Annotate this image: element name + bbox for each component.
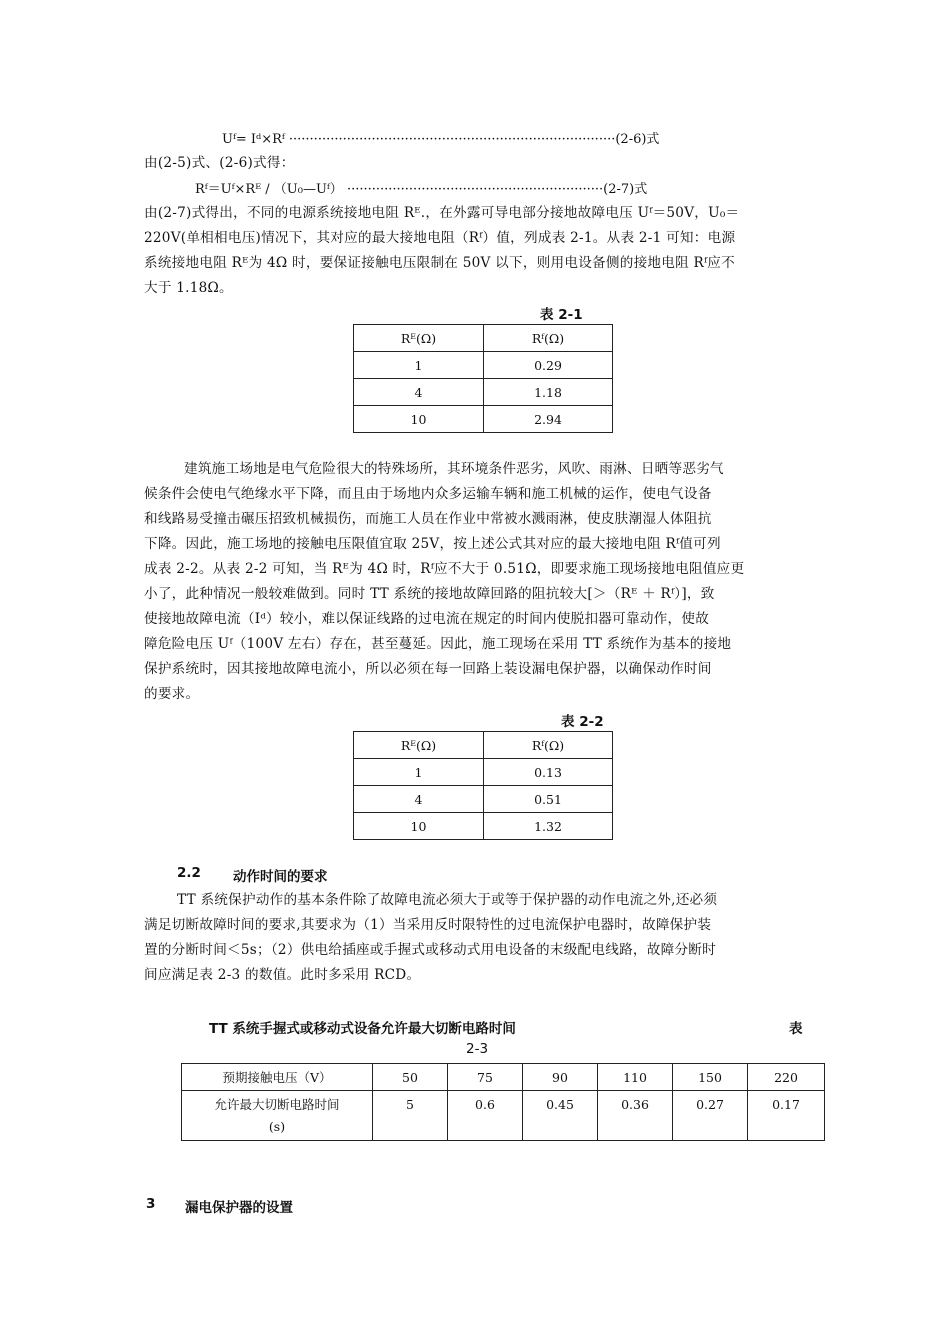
text-line: 220V(单相相电压)情况下，其对应的最大接地电阻（Rᶠ）值，列成表 2-1。从表 2-1 可知：电源	[144, 230, 736, 246]
derive-line: 由(2-5)式、(2-6)式得：	[144, 155, 295, 171]
table-cell: 110	[598, 1064, 673, 1091]
text-line: 使接地故障电流（Iᵈ）较小，难以保证线路的过电流在规定的时间内使脱扣器可靠动作，使故	[144, 611, 710, 627]
table-cell: 1.32	[484, 813, 613, 840]
text-line: 满足切断故障时间的要求,其要求为（1）当采用反时限特性的过电流保护电器时，故障保护装	[144, 917, 712, 933]
table-cell: 4	[354, 379, 484, 406]
section-title: 漏电保护器的设置	[185, 1200, 293, 1216]
formula-2-6: Uᶠ= Iᵈ×Rᶠ ···············································································(2-6)式	[222, 132, 660, 147]
text-line: 的要求。	[144, 686, 200, 702]
table-row	[354, 786, 613, 813]
table-cell: 10	[354, 813, 484, 840]
table-2-3-caption-number: 2-3	[466, 1041, 489, 1057]
section-title: 动作时间的要求	[233, 869, 328, 885]
table-2-1	[353, 324, 613, 433]
section-number: 3	[146, 1196, 156, 1212]
table-cell: 0.6	[448, 1091, 523, 1141]
table-row	[354, 352, 613, 379]
table-row	[182, 1091, 825, 1141]
table-cell: 90	[523, 1064, 598, 1091]
table-cell: 0.29	[484, 352, 613, 379]
table-row-label	[182, 1091, 373, 1141]
text-line: 和线路易受撞击碾压招致机械损伤，而施工人员在作业中常被水溅雨淋，使皮肤潮湿人体阻抗	[144, 511, 712, 527]
row-label-line: (s)	[268, 1119, 286, 1134]
table-cell: 10	[354, 406, 484, 433]
table-cell: 50	[373, 1064, 448, 1091]
text-line: 小了，此种情况一般较难做到。同时 TT 系统的接地故障回路的阻抗较大[＞（Rᴱ ＋ Rᶠ）]，致	[144, 586, 715, 602]
text-line: 大于 1.18Ω。	[144, 280, 233, 296]
table-row	[354, 325, 613, 352]
formula-2-7: Rᶠ＝Uᶠ×Rᴱ / （U₀—Uᶠ） ······························································(2-7)式	[195, 182, 648, 197]
row-label-line: 允许最大切断电路时间	[214, 1097, 340, 1112]
text-line: TT 系统保护动作的基本条件除了故障电流必须大于或等于保护器的动作电流之外,还必须	[177, 892, 718, 908]
text-line: 下降。因此，施工场地的接触电压限值宜取 25V，按上述公式其对应的最大接地电阻 Rᶠ值可列	[144, 536, 721, 552]
table-row	[182, 1064, 825, 1091]
text-line: 间应满足表 2-3 的数值。此时多采用 RCD。	[144, 967, 421, 983]
text-line: 障危险电压 Uᶠ（100V 左右）存在，甚至蔓延。因此，施工现场在采用 TT 系统作为基本的接地	[144, 636, 732, 652]
table-2-2-caption: 表 2-2	[561, 714, 604, 730]
table-row	[354, 732, 613, 759]
text-line: 置的分断时间＜5s；（2）供电给插座或手握式或移动式用电设备的末级配电线路，故障分断时	[144, 942, 716, 958]
text-line: 候条件会使电气绝缘水平下降，而且由于场地内众多运输车辆和施工机械的运作，使电气设备	[144, 486, 712, 502]
table-header-cell: Rᶠ(Ω)	[484, 325, 613, 352]
table-cell: 0.51	[484, 786, 613, 813]
table-header-cell: Rᶠ(Ω)	[484, 732, 613, 759]
text-line: 建筑施工场地是电气危险很大的特殊场所，其环境条件恶劣，风吹、雨淋、日晒等恶劣气	[184, 461, 724, 477]
table-row-label: 预期接触电压（V）	[182, 1064, 373, 1091]
table-row	[354, 759, 613, 786]
table-2-1-caption: 表 2-1	[540, 307, 583, 323]
table-cell: 0.17	[748, 1091, 825, 1141]
section-number: 2.2	[177, 865, 201, 881]
text-line: 成表 2-2。从表 2-2 可知，当 Rᴱ为 4Ω 时，Rᶠ应不大于 0.51Ω，即要求施工现场接地电阻值应更	[144, 561, 745, 577]
table-cell: 0.36	[598, 1091, 673, 1141]
table-cell: 150	[673, 1064, 748, 1091]
table-2-2	[353, 731, 613, 840]
table-2-3	[181, 1063, 825, 1141]
text-line: 由(2-7)式得出，不同的电源系统接地电阻 Rᴱ.，在外露可导电部分接地故障电压 Uᶠ＝50V，U₀＝	[144, 205, 740, 221]
table-cell: 1	[354, 759, 484, 786]
table-cell: 220	[748, 1064, 825, 1091]
table-header-cell: Rᴱ(Ω)	[354, 732, 484, 759]
table-cell: 75	[448, 1064, 523, 1091]
table-cell: 5	[373, 1091, 448, 1141]
text-line: 系统接地电阻 Rᴱ为 4Ω 时，要保证接触电压限制在 50V 以下，则用电设备侧的接地电阻 Rᶠ应不	[144, 255, 735, 271]
table-header-cell: Rᴱ(Ω)	[354, 325, 484, 352]
table-cell: 0.13	[484, 759, 613, 786]
table-cell: 4	[354, 786, 484, 813]
table-row	[354, 379, 613, 406]
table-row	[354, 406, 613, 433]
table-cell: 1.18	[484, 379, 613, 406]
text-line: 保护系统时，因其接地故障电流小，所以必须在每一回路上装设漏电保护器，以确保动作时间	[144, 661, 712, 677]
table-cell: 0.45	[523, 1091, 598, 1141]
table-cell: 1	[354, 352, 484, 379]
table-cell: 2.94	[484, 406, 613, 433]
table-2-3-title: TT 系统手握式或移动式设备允许最大切断电路时间	[209, 1021, 516, 1037]
table-2-3-caption: 表	[789, 1021, 803, 1037]
table-cell: 0.27	[673, 1091, 748, 1141]
table-row	[354, 813, 613, 840]
